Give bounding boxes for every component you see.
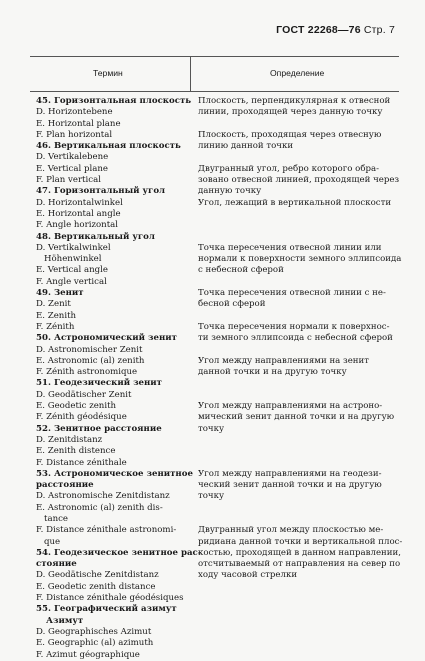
terms-column xyxy=(36,96,202,661)
definition-gap xyxy=(198,152,402,163)
definition-gap xyxy=(198,311,402,322)
term-line: E. Vertical plane xyxy=(36,163,108,174)
definition-gap xyxy=(198,378,402,389)
term-line: D. Astronomischer Zenit xyxy=(36,344,143,355)
definition-line: ходу часовой стрелки xyxy=(198,570,298,581)
term-line: E. Geographic (al) azimuth xyxy=(36,638,154,649)
term-line: 46. Вертикальная плоскость xyxy=(36,141,181,152)
term-line: tance xyxy=(44,513,69,524)
definition-gap xyxy=(198,390,402,401)
definitions-column xyxy=(198,96,402,582)
definition-gap xyxy=(198,277,402,288)
term-line: D. Horizontebene xyxy=(36,107,113,118)
definition-line: с небесной сферой xyxy=(198,265,284,276)
definition-line: Угол между направлениями на зенит xyxy=(198,355,370,366)
definition-gap xyxy=(198,435,402,446)
definition-line: Двугранный угол между плоскостью ме- xyxy=(198,525,384,536)
definition-line: Точка пересечения отвесной линии с не- xyxy=(198,288,386,299)
definition-line: бесной сферой xyxy=(198,299,266,310)
term-column-header: Термин xyxy=(93,68,123,78)
definition-line: Угол между направлениями на геодези- xyxy=(198,468,382,479)
term-line: 50. Астрономический зенит xyxy=(36,333,177,344)
term-line: 49. Зенит xyxy=(36,288,84,299)
term-line: 55. Географический азимут xyxy=(36,604,177,615)
term-line: 45. Горизонтальная плоскость xyxy=(36,96,192,106)
term-line: F. Azimut géographique xyxy=(36,649,140,660)
definition-line: Точка пересечения нормали к поверхнос- xyxy=(198,321,390,332)
term-line: 48. Вертикальный угол xyxy=(36,231,155,242)
header-column-divider xyxy=(190,56,191,91)
term-line: E. Vertical angle xyxy=(36,265,108,276)
term-line: 47. Горизонтальный угол xyxy=(36,186,166,197)
table-header-rule xyxy=(30,91,399,92)
definition-line: отсчитываемый от направления на север по xyxy=(198,559,401,570)
definition-line: точку xyxy=(198,423,225,434)
term-line: D. Vertikalwinkel xyxy=(36,242,111,253)
term-line: F. Distance zénithale xyxy=(36,457,127,468)
definition-gap xyxy=(198,209,402,220)
definition-line: ческий зенит данной точки и на другую xyxy=(198,480,382,491)
definition-line: данную точку xyxy=(198,186,262,197)
definition-line: нормали к поверхности земного эллипсоида xyxy=(198,254,402,265)
table-top-rule xyxy=(30,56,399,57)
definition-gap xyxy=(198,232,402,243)
definition-line: Плоскость, проходящая через отвесную xyxy=(198,129,382,140)
definition-gap xyxy=(198,446,402,457)
term-line: E. Horizontal angle xyxy=(36,208,121,219)
term-line: que xyxy=(44,536,61,547)
definition-gap xyxy=(198,458,402,469)
term-line: D. Geodätischer Zenit xyxy=(36,389,132,400)
term-line: E. Geodetic zenith xyxy=(36,401,117,412)
definition-line: Точка пересечения отвесной линии или xyxy=(198,242,382,253)
definition-gap xyxy=(198,345,402,356)
definition-column-header: Определение xyxy=(270,68,325,78)
term-line: F. Zénith géodésique xyxy=(36,412,127,423)
term-line: F. Plan vertical xyxy=(36,175,101,186)
definition-line: линию данной точки xyxy=(198,141,294,152)
term-line: F. Zénith xyxy=(36,321,75,332)
definition-line: Двугранный угол, ребро которого обра- xyxy=(198,163,380,174)
definition-gap xyxy=(198,503,402,514)
term-line: E. Zenith xyxy=(36,310,77,321)
term-line: Höhenwinkel xyxy=(44,254,102,265)
definition-line: Угол, лежащий в вертикальной плоскости xyxy=(198,197,392,208)
term-line: D. Zenit xyxy=(36,299,71,310)
term-line: D. Vertikalebene xyxy=(36,152,109,163)
term-line: E. Astronomic (al) zenith xyxy=(36,355,145,366)
definition-line: точку xyxy=(198,491,225,502)
term-line: D. Zenitdistanz xyxy=(36,434,103,445)
term-line: 51. Геодезический зенит xyxy=(36,378,163,389)
term-line: 53. Астрономическое зенитное xyxy=(36,468,193,479)
term-line: стояние xyxy=(36,559,77,570)
term-line: F. Angle vertical xyxy=(36,276,107,287)
term-line: E. Horizontal plane xyxy=(36,118,121,129)
term-line: Азимут xyxy=(46,615,84,626)
term-line: 52. Зенитное расстояние xyxy=(36,423,162,434)
definition-line: Угол между направлениями на астроно- xyxy=(198,401,383,412)
term-line: F. Plan horizontal xyxy=(36,129,113,140)
term-line: E. Geodetic zenith distance xyxy=(36,581,156,592)
definition-line: ридиана данной точки и вертикальной плос- xyxy=(198,536,403,547)
term-line: F. Angle horizontal xyxy=(36,220,119,231)
term-line: E. Astronomic (al) zenith dis- xyxy=(36,502,163,513)
term-line: расстояние xyxy=(36,480,94,491)
term-line: D. Geodätische Zenitdistanz xyxy=(36,570,159,581)
definition-line: мический зенит данной точки и на другую xyxy=(198,412,395,423)
definition-gap xyxy=(198,514,402,525)
definition-line: Плоскость, перпендикулярная к отвесной xyxy=(198,96,391,106)
page-header xyxy=(276,24,395,36)
term-line: F. Distance zénithale géodésiques xyxy=(36,593,184,604)
definition-line: линии, проходящей через данную точку xyxy=(198,107,383,118)
term-line: D. Horizontalwinkel xyxy=(36,197,123,208)
term-line: E. Zenith distence xyxy=(36,446,116,457)
definition-line: костью, проходящей в данном направлении, xyxy=(198,547,401,558)
standard-number: ГОСТ 22268—76 xyxy=(276,24,361,36)
definition-gap xyxy=(198,220,402,231)
term-line: D. Astronomische Zenitdistanz xyxy=(36,491,170,502)
term-line: 54. Геодезическое зенитное рас- xyxy=(36,547,202,558)
term-line: F. Zénith astronomique xyxy=(36,367,138,378)
page-number: Стр. 7 xyxy=(363,24,395,36)
term-line: D. Geographisches Azimut xyxy=(36,626,152,637)
definition-line: данной точки и на другую точку xyxy=(198,367,347,378)
definition-line: ти земного эллипсоида с небесной сферой xyxy=(198,333,393,344)
term-line: F. Distance zénithale astronomi- xyxy=(36,525,177,536)
definition-line: зовано отвесной линией, проходящей через xyxy=(198,175,400,186)
definition-gap xyxy=(198,119,402,130)
